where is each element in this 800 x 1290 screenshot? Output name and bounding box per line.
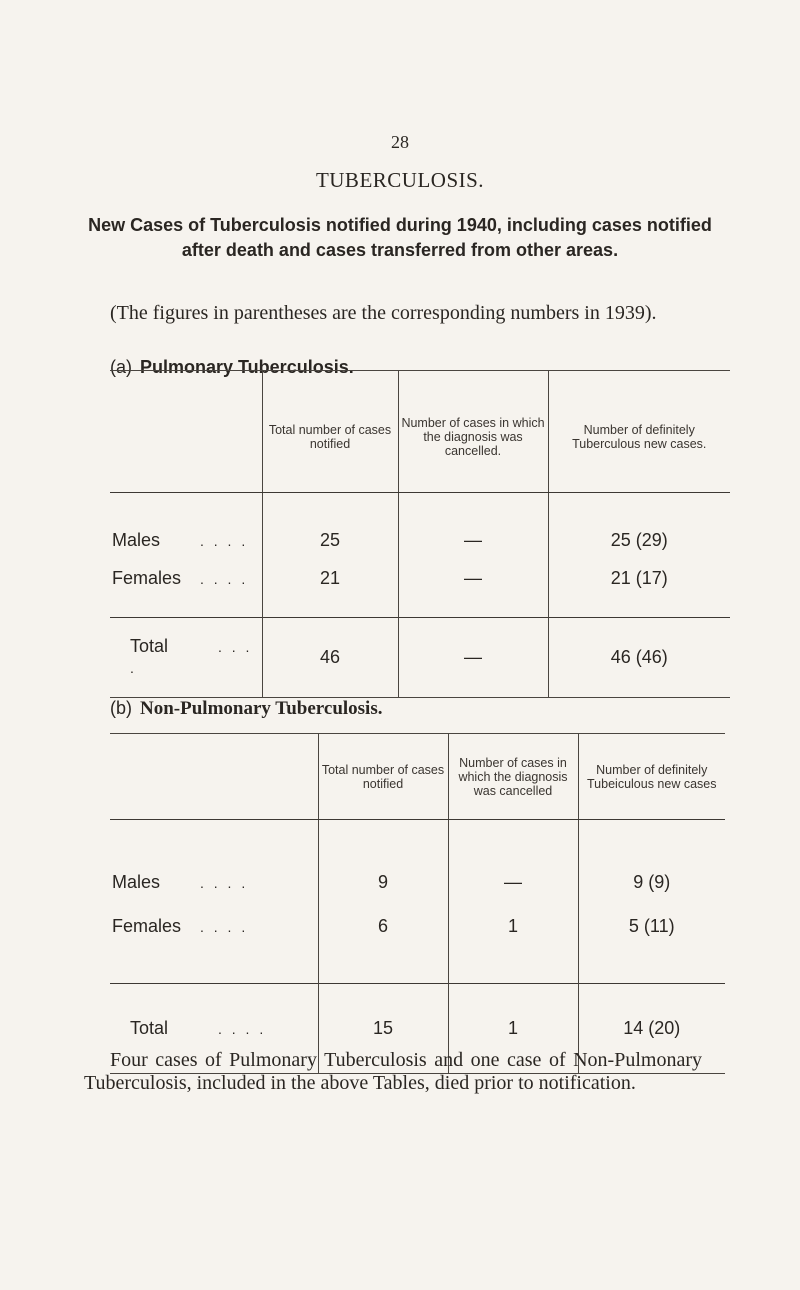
table-header-row (110, 371, 730, 493)
section-a-label: (a) (110, 357, 132, 377)
section-b-heading (110, 698, 382, 720)
cell-total: 25 (262, 493, 398, 568)
cell-cancelled: 1 (448, 914, 578, 984)
page-number: 28 (391, 132, 409, 152)
cell-definite: 46 (46) (548, 617, 730, 697)
row-label: Females . . . . (112, 915, 249, 936)
cell-cancelled: — (398, 617, 548, 697)
section-b-label: (b) (110, 698, 132, 718)
cell-total: 9 (318, 820, 448, 914)
cell-definite: 5 (11) (578, 914, 725, 984)
section-a-title: Pulmonary Tuberculosis. (140, 357, 354, 377)
table-row (110, 568, 730, 618)
parentheses-note: (The figures in parentheses are the corresponding numbers in 1939). (110, 302, 657, 324)
cell-cancelled: — (448, 820, 578, 914)
cell-cancelled: 1 (448, 984, 578, 1074)
total-label: Total . . . . (110, 617, 262, 697)
footnote: Four cases of Pulmonary Tuberculosis and one case of Non-Pulmonary Tuberculosis, included in the above Tables, died prior to notification. (84, 1049, 702, 1094)
row-label: Males . . . . (112, 529, 249, 550)
cell-total: 46 (262, 617, 398, 697)
cell-definite: 21 (17) (548, 568, 730, 618)
header-definite: Number of definitely Tubeiculous new cases (578, 734, 725, 820)
pulmonary-table (110, 370, 730, 698)
header-definite: Number of definitely Tuberculous new cases. (548, 371, 730, 493)
header-total-notified: Total number of cases notified (262, 371, 398, 493)
header-cancelled: Number of cases in which the diagnosis was cancelled (448, 734, 578, 820)
table-row (110, 914, 725, 984)
row-label: Females . . . . (112, 567, 249, 588)
header-cancelled: Number of cases in which the diagnosis was cancelled. (398, 371, 548, 493)
cell-definite: 9 (9) (578, 820, 725, 914)
cell-definite: 25 (29) (548, 493, 730, 568)
document-title: TUBERCULOSIS. (315, 168, 485, 192)
cell-definite: 14 (20) (578, 984, 725, 1074)
section-b-title: Non-Pulmonary Tuberculosis. (140, 698, 383, 719)
row-label: Males . . . . (112, 872, 249, 893)
cell-total: 21 (262, 568, 398, 618)
non-pulmonary-table (110, 733, 725, 1074)
total-label: Total . . . . (110, 984, 318, 1074)
header-blank (110, 734, 318, 820)
header-total-notified: Total number of cases notified (318, 734, 448, 820)
header-blank (110, 371, 262, 493)
cell-cancelled: — (398, 568, 548, 618)
total-row (110, 617, 730, 697)
table-header-row (110, 734, 725, 820)
table-row (110, 820, 725, 914)
document-subtitle: New Cases of Tuberculosis notified during 1940, including cases notified after death and cases transferred from other areas. (88, 215, 712, 260)
cell-total: 15 (318, 984, 448, 1074)
cell-cancelled: — (398, 493, 548, 568)
cell-total: 6 (318, 914, 448, 984)
table-row (110, 493, 730, 568)
